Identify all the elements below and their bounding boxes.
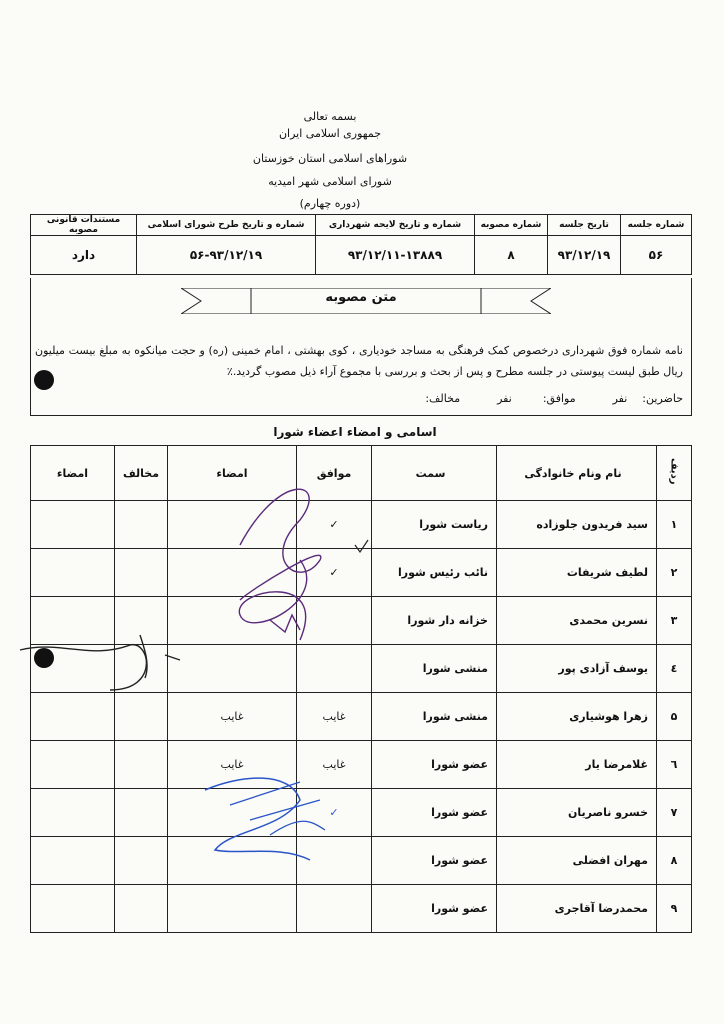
present-unit: نفر [612, 392, 628, 405]
member-sign [168, 501, 297, 549]
member-oppose [115, 837, 168, 885]
header-bismillah: بسمه تعالی [303, 110, 357, 123]
member-sign2 [31, 597, 115, 645]
member-role: منشی شورا [372, 693, 497, 741]
col-sign2: امضاء [31, 446, 115, 501]
member-oppose [115, 885, 168, 933]
member-oppose [115, 597, 168, 645]
member-index: ۹ [657, 885, 692, 933]
member-sign2 [31, 741, 115, 789]
member-agree: ✓ [297, 549, 372, 597]
member-sign [168, 597, 297, 645]
member-oppose [115, 789, 168, 837]
meta-legal-basis: دارد [31, 236, 137, 275]
member-oppose [115, 645, 168, 693]
member-index: ۵ [657, 693, 692, 741]
member-sign2 [31, 789, 115, 837]
member-index: ۳ [657, 597, 692, 645]
agree-label: موافق: [542, 392, 576, 405]
member-agree [297, 837, 372, 885]
meta-session-date: ۹۳/۱۲/۱۹ [548, 236, 621, 275]
member-sign2 [31, 837, 115, 885]
member-index: ۲ [657, 549, 692, 597]
member-sign: غایب [168, 741, 297, 789]
meta-header-legal-basis: مستندات قانونی مصوبه [31, 215, 137, 236]
member-index: ٦ [657, 741, 692, 789]
member-oppose [115, 549, 168, 597]
meta-header-session-date: تاریخ جلسه [548, 215, 621, 236]
member-name: محمدرضا آقاجری [497, 885, 657, 933]
member-name: غلامرضا یار [497, 741, 657, 789]
member-name: لطیف شریفات [497, 549, 657, 597]
session-meta-table [30, 214, 692, 275]
member-sign2 [31, 549, 115, 597]
members-title: اسامی و امضاء اعضاء شورا [273, 425, 437, 439]
member-agree: غایب [297, 741, 372, 789]
header-term: (دوره چهارم) [299, 197, 361, 210]
member-sign [168, 789, 297, 837]
member-index: ۱ [657, 501, 692, 549]
member-role: عضو شورا [372, 741, 497, 789]
member-row [31, 597, 692, 645]
member-oppose [115, 693, 168, 741]
member-name: سید فریدون جلوزاده [497, 501, 657, 549]
member-row [31, 789, 692, 837]
meta-header-resolution-no: شماره مصوبه [475, 215, 548, 236]
member-row [31, 741, 692, 789]
member-name: یوسف آزادی پور [497, 645, 657, 693]
meta-plan: ۵۶-۹۳/۱۲/۱۹ [137, 236, 316, 275]
oppose-label: مخالف: [425, 392, 461, 405]
col-index: ردیف [657, 446, 692, 501]
member-sign2 [31, 501, 115, 549]
resolution-body: نامه شماره فوق شهرداری درخصوص کمک فرهنگی به مساجد خودیاری ، کوی بهشتی ، امام خمینی (ره) و حجت میانکوه به مبلغ بیست میلیون ریال طبق لیست پیوستی در جلسه مطرح و پس از بحث و بررسی با مجموع آراء ذیل مصوب گردید.٪ [35, 344, 683, 378]
resolution-title: متن مصوبه [325, 290, 397, 305]
members-table [30, 445, 692, 933]
meta-session-no: ۵۶ [621, 236, 692, 275]
col-name: نام ونام خانوادگی [497, 446, 657, 501]
member-role: عضو شورا [372, 885, 497, 933]
member-name: خسرو ناصریان [497, 789, 657, 837]
member-row [31, 693, 692, 741]
member-index: ۷ [657, 789, 692, 837]
member-row [31, 837, 692, 885]
col-oppose: مخالف [115, 446, 168, 501]
member-row [31, 645, 692, 693]
meta-bill: ۹۳/۱۲/۱۱-۱۳۸۸۹ [316, 236, 475, 275]
member-role: عضو شورا [372, 789, 497, 837]
col-sign: امضاء [168, 446, 297, 501]
member-oppose [115, 741, 168, 789]
punch-hole-top [34, 370, 54, 390]
member-agree: ✓ [297, 501, 372, 549]
member-agree [297, 597, 372, 645]
member-row [31, 501, 692, 549]
member-sign [168, 549, 297, 597]
member-sign2 [31, 693, 115, 741]
member-sign: غایب [168, 693, 297, 741]
meta-value-row [31, 236, 692, 275]
member-oppose [115, 501, 168, 549]
member-name: زهرا هوشیاری [497, 693, 657, 741]
col-agree: موافق [297, 446, 372, 501]
member-agree: غایب [297, 693, 372, 741]
member-role: منشی شورا [372, 645, 497, 693]
member-sign2 [31, 885, 115, 933]
member-name: نسرین محمدی [497, 597, 657, 645]
member-index: ٤ [657, 645, 692, 693]
member-sign [168, 645, 297, 693]
member-index: ۸ [657, 837, 692, 885]
member-role: عضو شورا [372, 837, 497, 885]
member-row [31, 885, 692, 933]
meta-header-row [31, 215, 692, 236]
member-sign [168, 837, 297, 885]
meta-header-session-no: شماره جلسه [621, 215, 692, 236]
agree-unit: نفر [497, 392, 512, 405]
member-role: نائب رئیس شورا [372, 549, 497, 597]
punch-hole-bottom [34, 648, 54, 668]
resolution-box [30, 278, 692, 416]
members-header-row [31, 446, 692, 501]
meta-resolution-no: ۸ [475, 236, 548, 275]
attendance-line [425, 392, 683, 405]
header-city-council: شورای اسلامی شهر امیدیه [268, 175, 392, 188]
member-agree [297, 885, 372, 933]
header-country: جمهوری اسلامی ایران [278, 127, 382, 140]
member-row [31, 549, 692, 597]
member-sign [168, 885, 297, 933]
meta-header-plan: شماره و تاریخ طرح شورای اسلامی [137, 215, 316, 236]
col-role: سمت [372, 446, 497, 501]
member-agree: ✓ [297, 789, 372, 837]
member-agree [297, 645, 372, 693]
member-role: خزانه دار شورا [372, 597, 497, 645]
meta-header-bill: شماره و تاریخ لایحه شهرداری [316, 215, 475, 236]
header-province-council: شوراهای اسلامی استان خوزستان [252, 152, 408, 165]
present-label: حاضرین: [642, 392, 683, 405]
member-role: ریاست شورا [372, 501, 497, 549]
member-name: مهران افضلی [497, 837, 657, 885]
